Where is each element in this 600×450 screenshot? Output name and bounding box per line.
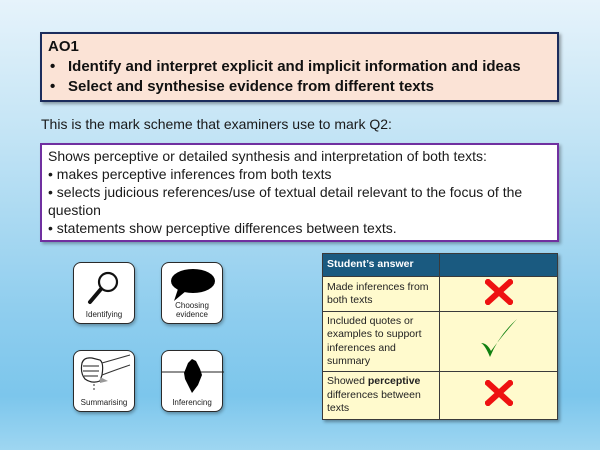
mark-scheme-heading: Shows perceptive or detailed synthesis and interpretation of both texts: <box>48 148 487 164</box>
table-row <box>323 312 558 372</box>
cross-mark-cell <box>440 277 558 312</box>
skill-card-identifying <box>73 262 135 324</box>
cross-icon <box>485 279 513 305</box>
assessment-objective-box <box>40 32 559 102</box>
table-row <box>323 372 558 420</box>
criterion-cell: Made inferences from both texts <box>323 277 440 312</box>
table-row <box>323 277 558 312</box>
tick-icon <box>479 317 519 361</box>
ao-title: AO1 <box>48 38 79 55</box>
ao-bullet: • Identify and interpret explicit and implicit information and ideas <box>50 58 521 75</box>
skill-label: Inferencing <box>172 398 212 407</box>
mark-scheme-bullet: • makes perceptive inferences from both texts <box>48 166 332 182</box>
tick-mark-cell <box>440 312 558 372</box>
skill-card-inferencing <box>161 350 223 412</box>
ao-bullet: • Select and synthesise evidence from different texts <box>50 78 434 95</box>
ao-bullet-text: Select and synthesise evidence from different texts <box>68 78 434 95</box>
mark-scheme-bullet: • selects judicious references/use of textual detail relevant to the focus of the question <box>48 184 523 218</box>
skill-card-choosing-evidence <box>161 262 223 324</box>
cross-icon <box>485 380 513 406</box>
skill-card-summarising <box>73 350 135 412</box>
table-header-row <box>323 254 558 277</box>
mark-scheme-box <box>40 143 559 242</box>
table-header-cell <box>440 254 558 277</box>
criterion-cell: Showed perceptive differences between texts <box>323 372 440 420</box>
skill-label: Summarising <box>80 398 128 407</box>
ao-bullet-text: Identify and interpret explicit and implicit information and ideas <box>68 58 521 75</box>
intro-text: This is the mark scheme that examiners use to mark Q2: <box>41 116 392 132</box>
student-answer-table <box>322 253 558 420</box>
cross-mark-cell <box>440 372 558 420</box>
criterion-cell: Included quotes or examples to support inferences and summary <box>323 312 440 372</box>
mark-scheme-bullet: • statements show perceptive differences between texts. <box>48 220 397 236</box>
table-header-cell: Student’s answer <box>323 254 440 277</box>
skill-label: Choosing evidence <box>175 301 209 319</box>
skill-label: Identifying <box>85 310 123 319</box>
